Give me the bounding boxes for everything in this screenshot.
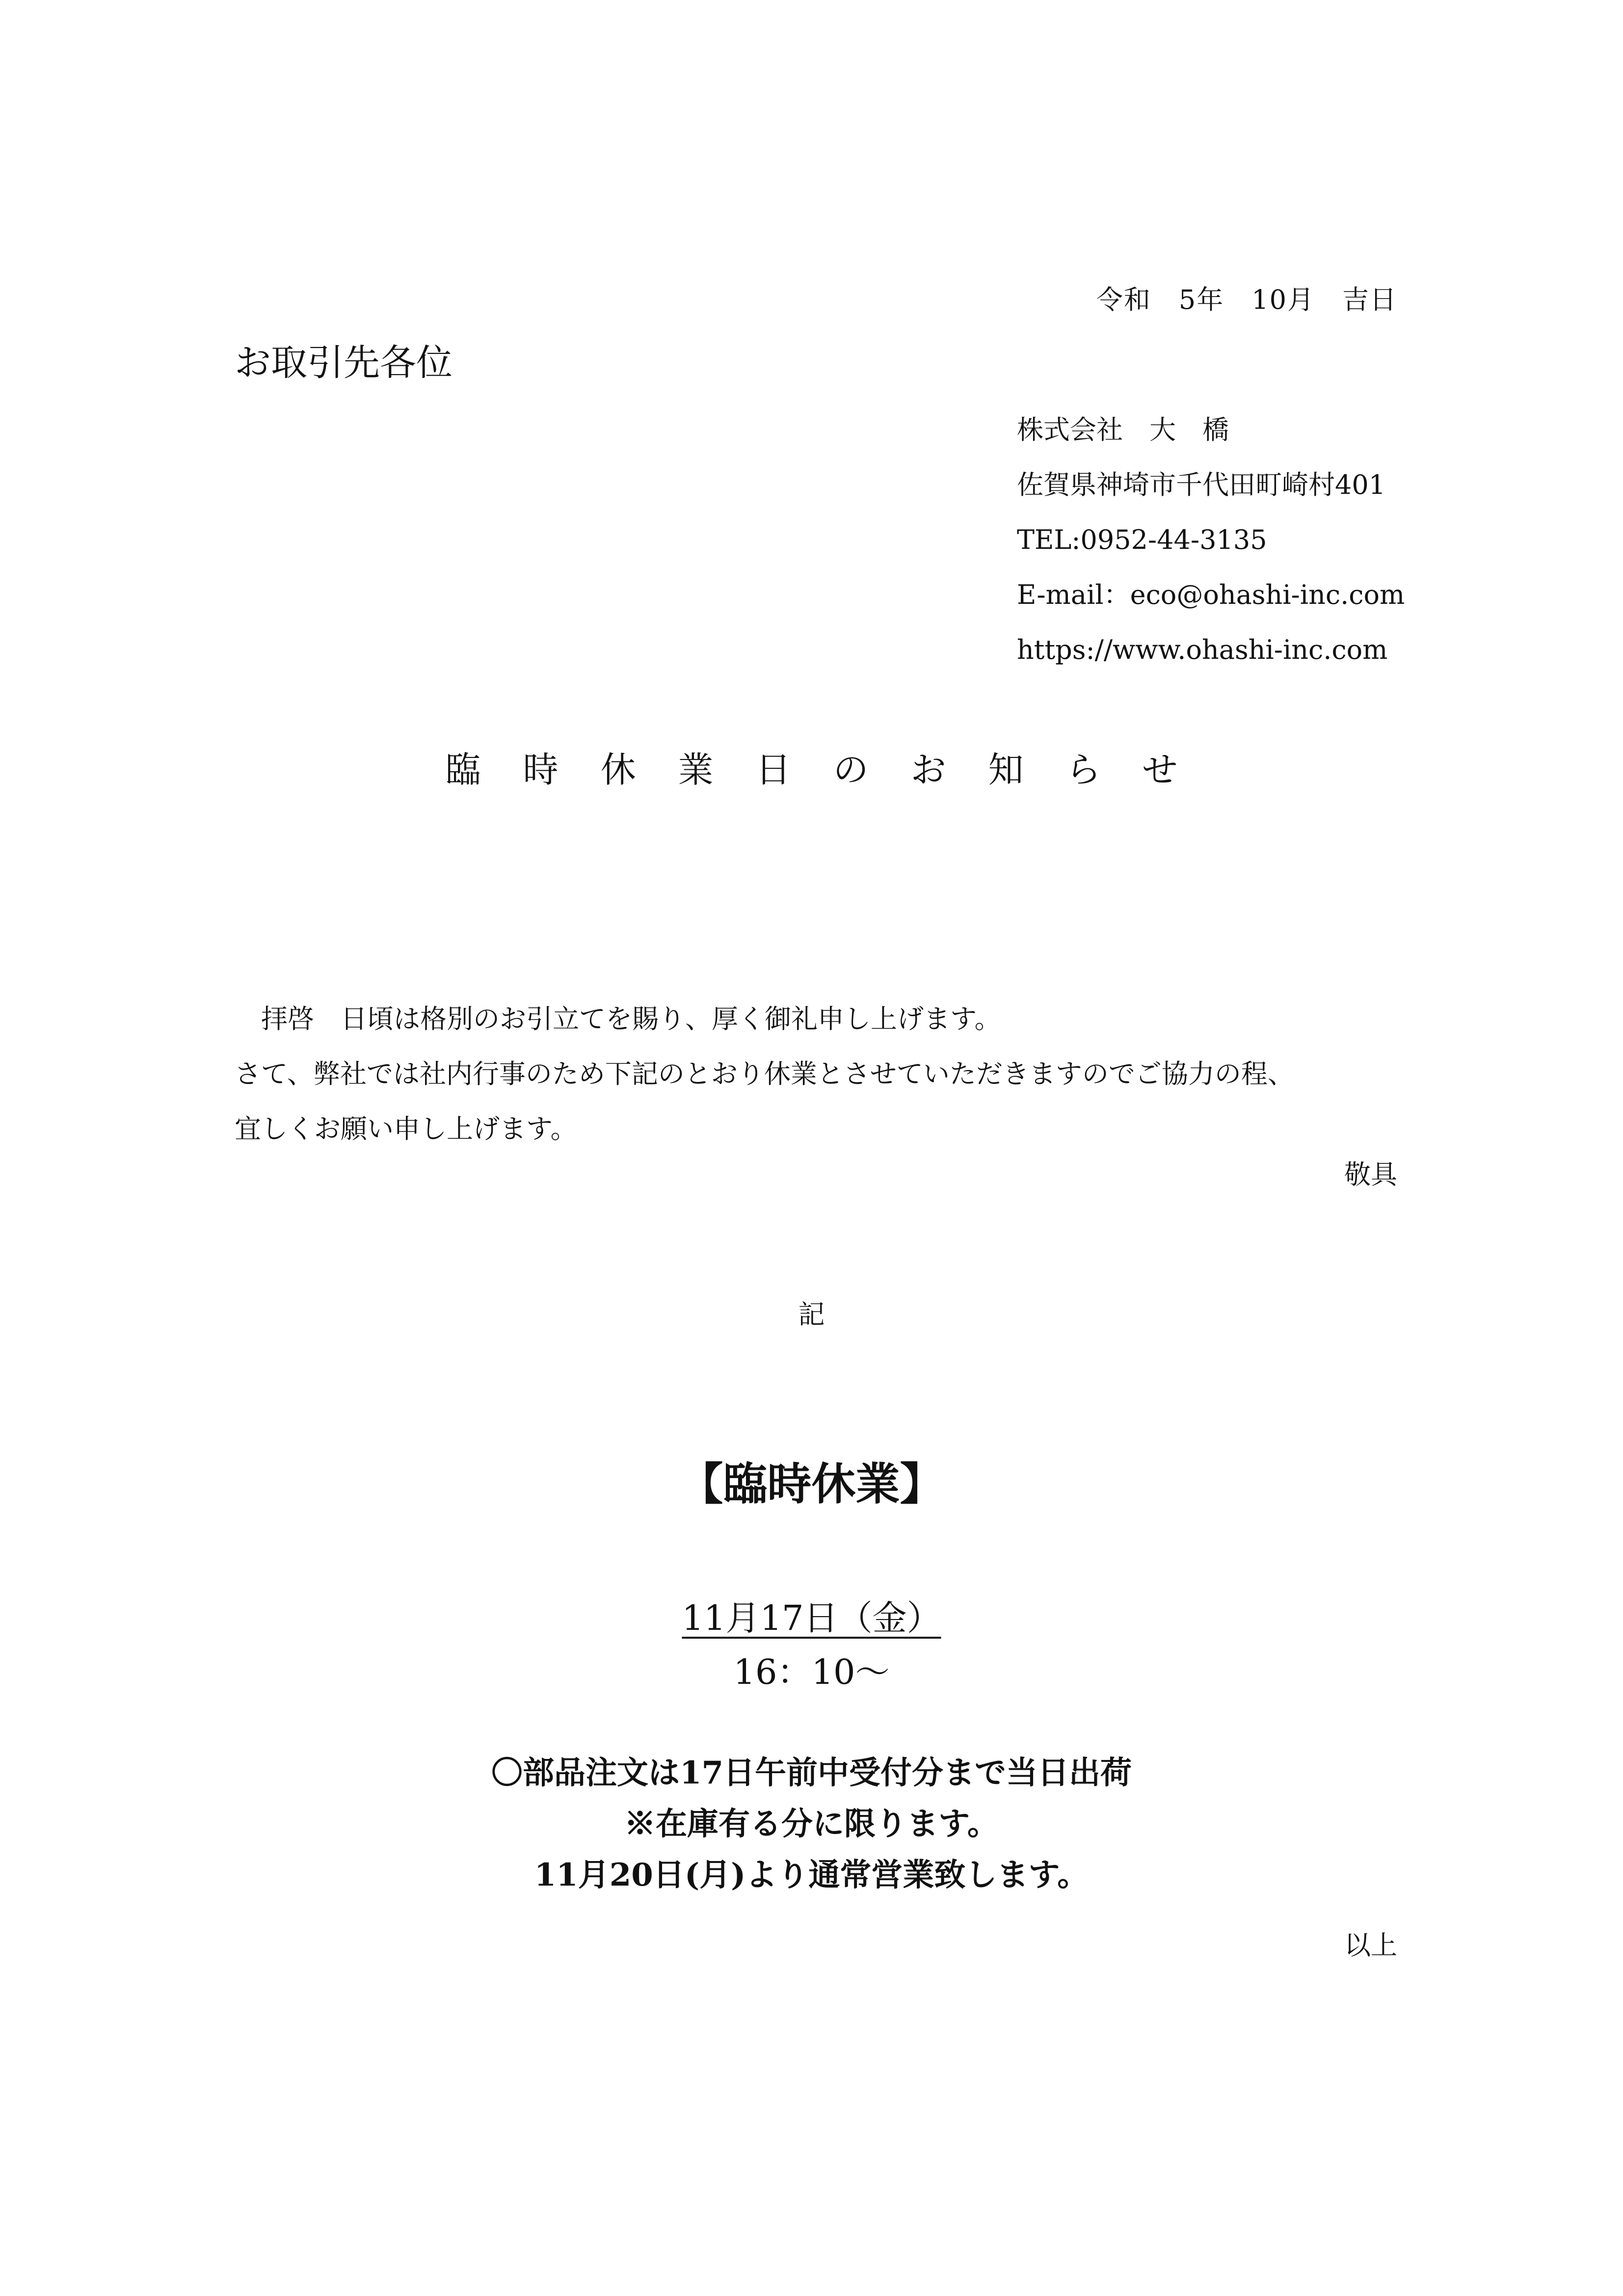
recipient: お取引先各位: [235, 342, 452, 384]
sender-email: E-mail：eco@ohashi-inc.com: [1017, 579, 1405, 610]
sender-url: https://www.ohashi-inc.com: [1017, 634, 1388, 665]
notice-heading: 【臨時休業】: [679, 1459, 944, 1510]
sender-company: 株式会社 大 橋: [1017, 414, 1229, 445]
sender-address: 佐賀県神埼市千代田町崎村401: [1017, 469, 1386, 500]
notice-note: 〇部品注文は17日午前中受付分まで当日出荷: [491, 1755, 1132, 1791]
notice-note: ※在庫有る分に限ります。: [624, 1806, 999, 1842]
closure-date: [0, 1591, 1623, 1640]
document-date: 令和 5年 10月 吉日: [1096, 284, 1397, 315]
sender-tel: TEL:0952-44-3135: [1017, 524, 1267, 555]
sender-block: [1017, 403, 1405, 677]
closure-time: 16：10～: [733, 1652, 890, 1692]
notice-note: 11月20日(月)より通常営業致します。: [534, 1857, 1089, 1893]
body-line: さて、弊社では社内行事のため下記のとおり休業とさせていただきますのでご協力の程、: [235, 1058, 1294, 1089]
end-mark: 以上: [1344, 1930, 1397, 1961]
body-line: 宜しくお願い申し上げます。: [235, 1113, 577, 1144]
body-line: 拝啓 日頃は格別のお引立てを賜り、厚く御礼申し上げます。: [235, 1003, 1001, 1034]
record-mark: 記: [798, 1299, 825, 1330]
body-text: [235, 992, 1294, 1157]
closing-keigu: 敬具: [1344, 1159, 1397, 1190]
document-title: 臨時休業日のお知らせ: [445, 749, 1220, 790]
closure-date-text: 11月17日（金）: [682, 1598, 941, 1638]
notice-notes: [0, 1748, 1623, 1901]
